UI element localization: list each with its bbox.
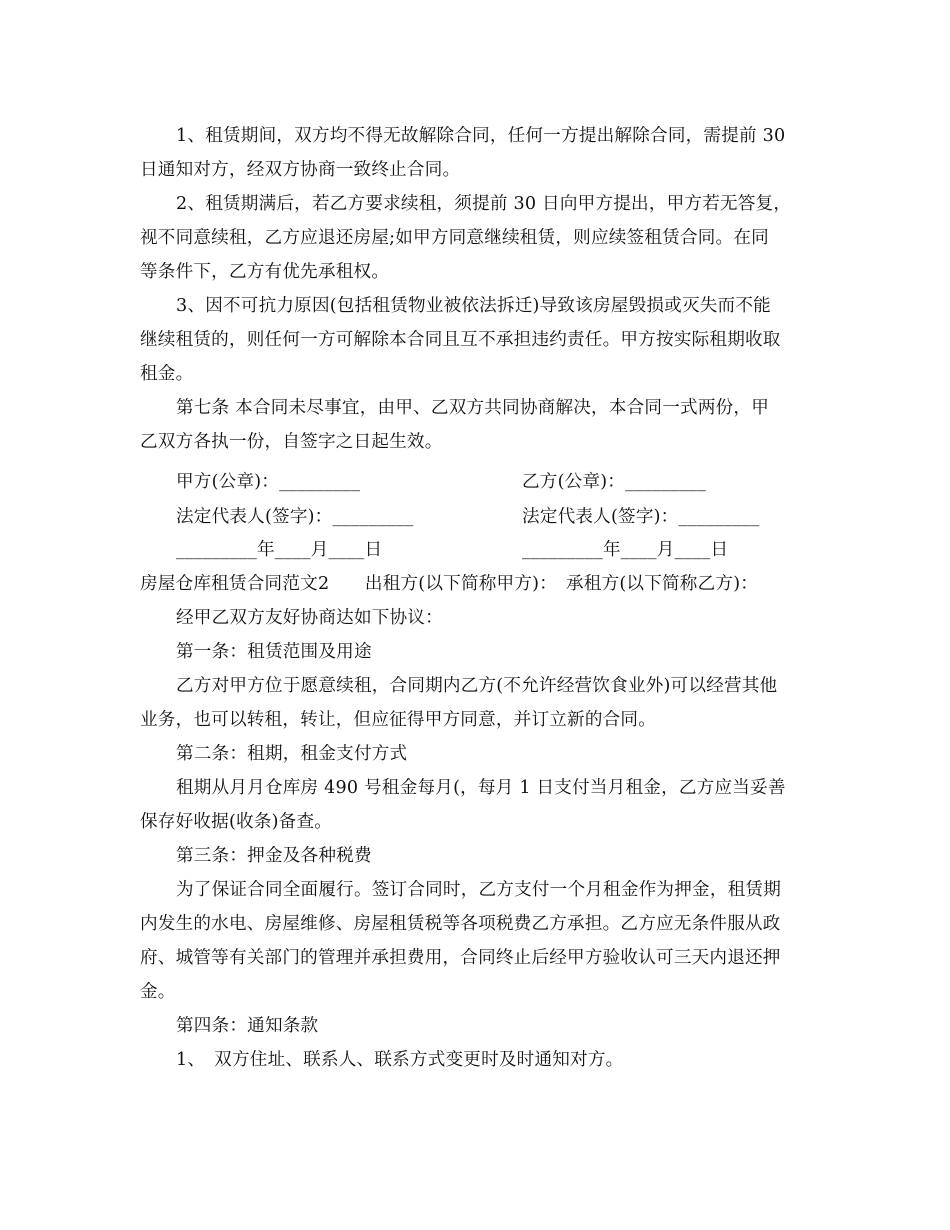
section-title: 第一条：租赁范围及用途: [176, 642, 372, 662]
contract-heading: 房屋仓库租赁合同范文2 出租方(以下简称甲方)： 承租方(以下简称乙方)：: [140, 574, 759, 594]
signature-rep-a: 法定代表人(签字)：_________: [176, 507, 414, 527]
signature-date-b: _________年____月____日: [522, 540, 729, 560]
paragraph-line: 3、因不可抗力原因(包括租赁物业被依法拆迁)导致该房屋毁损或灭失而不能: [176, 296, 771, 316]
paragraph-line: 视不同意续租，乙方应退还房屋;如甲方同意继续租赁，则应续签租赁合同。在同: [140, 228, 769, 248]
section-title: 第四条：通知条款: [176, 1016, 319, 1036]
paragraph-line: 业务，也可以转租，转让，但应征得甲方同意，并订立新的合同。: [140, 710, 657, 730]
section-title: 第三条：押金及各种税费: [176, 846, 372, 866]
paragraph-line: 租金。: [140, 364, 194, 384]
paragraph-line: 为了保证合同全面履行。签订合同时，乙方支付一个月租金作为押金，租赁期: [176, 880, 781, 900]
paragraph-line: 继续租赁的，则任何一方可解除本合同且互不承担违约责任。甲方按实际租期收取: [140, 330, 781, 350]
signature-rep-b: 法定代表人(签字)：_________: [522, 507, 760, 527]
paragraph-line: 金。: [140, 982, 176, 1002]
section-title: 第二条：租期，租金支付方式: [176, 744, 408, 764]
paragraph-line: 日通知对方，经双方协商一致终止合同。: [140, 160, 461, 180]
paragraph-line: 1、 双方住址、联系人、联系方式变更时及时通知对方。: [176, 1050, 624, 1070]
paragraph-line: 2、租赁期满后，若乙方要求续租，须提前 30 日向甲方提出，甲方若无答复，: [176, 194, 792, 214]
paragraph-line: 经甲乙双方友好协商达如下协议：: [176, 608, 443, 628]
paragraph-line: 租期从月月仓库房 490 号租金每月(，每月 1 日支付当月租金，乙方应当妥善: [176, 778, 786, 798]
paragraph-line: 保存好收据(收条)备查。: [140, 812, 333, 832]
signature-party-a: 甲方(公章)：_________: [176, 472, 361, 492]
paragraph-line: 乙双方各执一份，自签字之日起生效。: [140, 432, 443, 452]
paragraph-line: 内发生的水电、房屋维修、房屋租赁税等各项税费乙方承担。乙方应无条件服从政: [140, 914, 781, 934]
paragraph-line: 府、城管等有关部门的管理并承担费用，合同终止后经甲方验收认可三天内退还押: [140, 948, 781, 968]
paragraph-line: 1、租赁期间，双方均不得无故解除合同，任何一方提出解除合同，需提前 30: [176, 126, 786, 146]
signature-date-a: _________年____月____日: [176, 540, 383, 560]
signature-party-b: 乙方(公章)：_________: [522, 472, 707, 492]
paragraph-line: 乙方对甲方位于愿意续租，合同期内乙方(不允许经营饮食业外)可以经营其他: [176, 676, 778, 696]
paragraph-line: 第七条 本合同未尽事宜，由甲、乙双方共同协商解决，本合同一式两份，甲: [176, 398, 769, 418]
paragraph-line: 等条件下，乙方有优先承租权。: [140, 262, 390, 282]
